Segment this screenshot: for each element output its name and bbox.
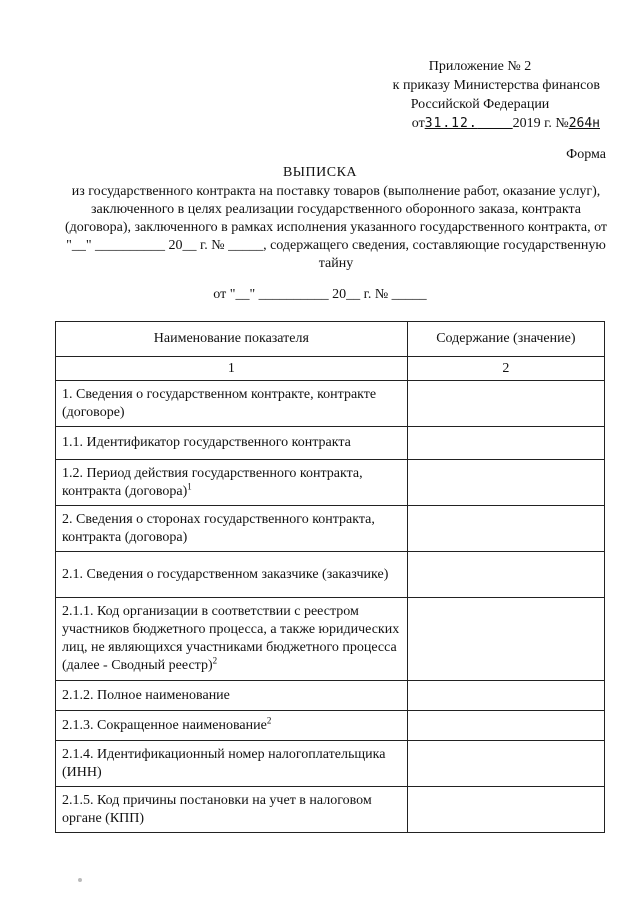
row-label: 2.1.5. Код причины постановки на учет в налоговом органе (КПП): [56, 787, 408, 833]
indicators-table: [55, 321, 605, 833]
handwritten-date: 31.12.: [424, 116, 478, 131]
order-date-line: [360, 114, 600, 133]
row-value: [407, 381, 604, 427]
extract-date-line: от "__" __________ 20__ г. № _____: [213, 287, 427, 302]
row-label: 2.1. Сведения о государственном заказчике (заказчике): [56, 552, 408, 598]
row-label: 1.2. Период действия государственного контракта, контракта (договора)$^1$: [56, 460, 408, 506]
table-row: [56, 598, 605, 681]
column-number-2: 2: [407, 357, 604, 381]
footnote-mark: 2: [266, 714, 272, 725]
table-row: [56, 711, 605, 741]
appendix-header: [360, 57, 600, 133]
handwritten-order-number: 264н: [568, 116, 600, 131]
scan-speck: [78, 878, 82, 882]
row-label: 1. Сведения о государственном контракте, контракте (договоре): [56, 381, 408, 427]
row-value: [407, 506, 604, 552]
table-row: [56, 787, 605, 833]
table-row: [56, 460, 605, 506]
row-value: [407, 681, 604, 711]
table-row: [56, 681, 605, 711]
order-year: 2019 г. №: [512, 116, 569, 131]
row-value: [407, 787, 604, 833]
column-header-value: Содержание (значение): [407, 322, 604, 357]
row-label: 1.1. Идентификатор государственного контракта: [56, 427, 408, 460]
table-header-row: [56, 322, 605, 357]
form-label: Форма: [566, 147, 606, 162]
row-value: [407, 598, 604, 681]
row-label: 2. Сведения о сторонах государственного контракта, контракта (договора): [56, 506, 408, 552]
table-row: [56, 506, 605, 552]
table-row: [56, 381, 605, 427]
footnote-mark: 2: [212, 655, 218, 666]
table-row: [56, 427, 605, 460]
row-value: [407, 460, 604, 506]
federation-name: Российской Федерации: [410, 97, 550, 112]
row-label: 2.1.1. Код организации в соответствии с реестром участников бюджетного процесса, а также юридических лиц, не являющихся участниками бюджетного процесса (далее - Сводный реестр)$^2$: [56, 598, 408, 681]
footnote-mark: 1: [187, 480, 192, 491]
row-value: [407, 711, 604, 741]
document-subtitle: из государственного контракта на поставку товаров (выполнение работ, оказание услуг), заключенного в целях реализации государственного оборонного заказа, контракта (договора), заключенного в рамках исполнения указанного государственного контракта, от "__" __________ 20__ г. № _____, содержащего сведения, составляющие государственную тайну: [64, 184, 608, 271]
row-value: [407, 552, 604, 598]
table-row: [56, 552, 605, 598]
date-prefix: от: [411, 116, 425, 131]
row-label: 2.1.4. Идентификационный номер налогоплательщика (ИНН): [56, 741, 408, 787]
column-number-1: 1: [56, 357, 408, 381]
row-value: [407, 427, 604, 460]
table-row: [56, 741, 605, 787]
document-title: ВЫПИСКА: [282, 165, 358, 180]
order-reference: к приказу Министерства финансов: [392, 78, 600, 93]
row-label: 2.1.2. Полное наименование: [56, 681, 408, 711]
appendix-number: Приложение № 2: [428, 59, 532, 74]
row-value: [407, 741, 604, 787]
row-label: 2.1.3. Сокращенное наименование$^2$: [56, 711, 408, 741]
column-number-row: [56, 357, 605, 381]
column-header-indicator: Наименование показателя: [56, 322, 408, 357]
